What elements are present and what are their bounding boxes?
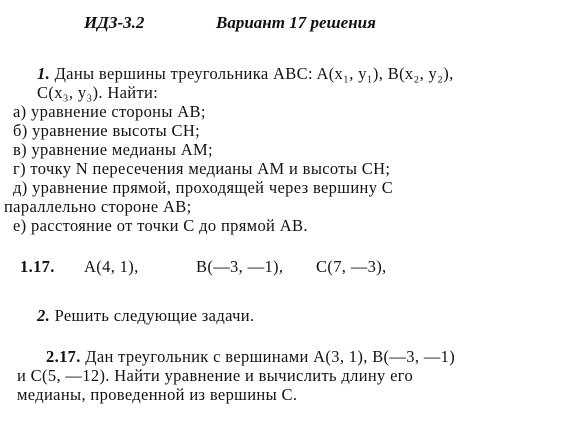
task1-item-v: в) уравнение медианы AM; (13, 140, 213, 159)
task2-text: Решить следующие задачи. (54, 306, 255, 325)
task1-number: 1. (37, 64, 51, 83)
point-c: C(7, —3), (316, 257, 387, 276)
point-b: B(—3, —1), (196, 257, 284, 276)
task2-17-line2: и C(5, —12). Найти уравнение и вычислить длину его (17, 366, 414, 385)
variant-number: 1.17. (20, 257, 55, 276)
task1-item-d-cont: параллельно стороне AB; (4, 197, 192, 216)
task2-17-text: Дан треугольник с вершинами A(3, 1), B(—3, —1) (85, 347, 456, 366)
document-title: ИДЗ-3.2 (84, 13, 145, 32)
variant-heading: Вариант 17 решения (216, 13, 376, 32)
task1-item-d: д) уравнение прямой, проходящей через вершину C (13, 178, 394, 197)
task1-intro-line2: C(x₃, y₃). Найти: (37, 83, 159, 102)
task1-item-g: г) точку N пересечения медианы AM и высоты CH; (13, 159, 391, 178)
point-a: A(4, 1), (84, 257, 139, 276)
task1-intro-line1 (37, 64, 454, 84)
task2-line (37, 306, 254, 326)
task1-item-e: е) расстояние от точки C до прямой AB. (13, 216, 308, 235)
task1-intro-text: Даны вершины треугольника ABC: A(x₁, y₁), B(x₂, y₂), (54, 64, 454, 83)
task2-17-line3: медианы, проведенной из вершины C. (17, 385, 298, 404)
task1-item-a: а) уравнение стороны AB; (13, 102, 206, 121)
task2-number: 2. (37, 306, 51, 325)
task2-17-number: 2.17. (46, 347, 81, 366)
task1-item-b: б) уравнение высоты CH; (13, 121, 201, 140)
task2-17-line1 (46, 347, 455, 367)
